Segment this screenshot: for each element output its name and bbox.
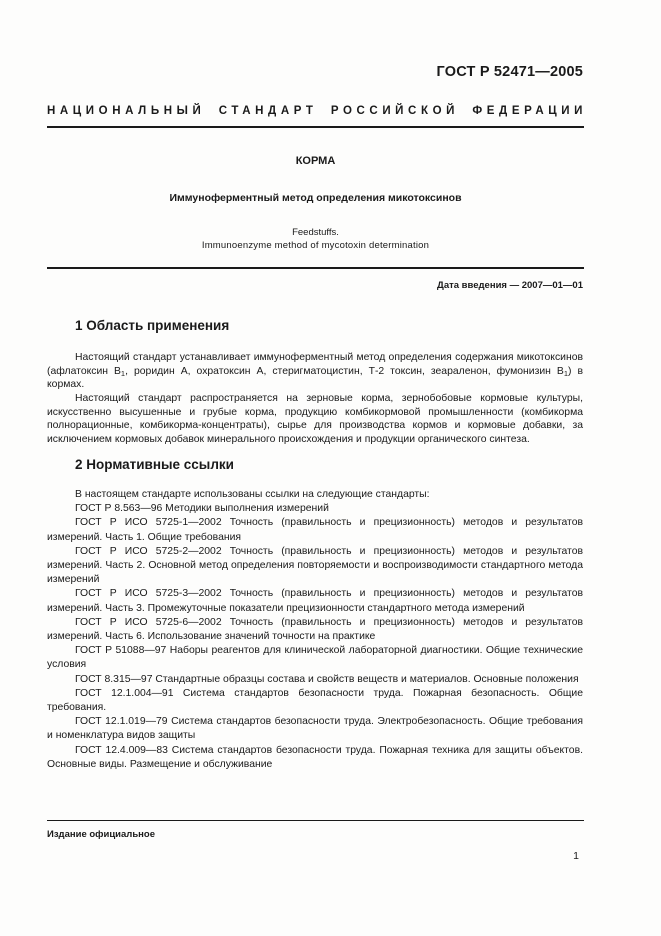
standard-word: СТАНДАРТ bbox=[218, 105, 318, 117]
reference-item: ГОСТ 12.4.009—83 Система стандартов безопасности труда. Пожарная техника для защиты объектов. Основные виды. Размещение и обслуживание bbox=[47, 744, 583, 770]
reference-item: ГОСТ 12.1.004—91 Система стандартов безопасности труда. Пожарная безопасность. Общие требования. bbox=[47, 687, 583, 714]
document-subtitle: Иммуноферментный метод определения микотоксинов bbox=[169, 192, 462, 204]
document-number: ГОСТ Р 52471—2005 bbox=[436, 64, 583, 80]
reference-item: ГОСТ Р ИСО 5725-3—2002 Точность (правильность и прецизионность) методов и результатов измерений. Часть 3. Промежуточные показатели прецизионности стандартного метода измерений bbox=[47, 588, 583, 614]
document-title: КОРМА bbox=[295, 155, 336, 167]
standard-title bbox=[47, 105, 587, 117]
reference-item: ГОСТ Р 51088—97 Наборы реагентов для клинической лабораторной диагностики. Общие технические условия bbox=[47, 645, 583, 671]
footer-rule bbox=[47, 820, 584, 821]
standard-word: НАЦИОНАЛЬНЫЙ bbox=[47, 105, 206, 117]
section1-paragraph2: Настоящий стандарт распространяется на зерновые корма, зернобобовые кормовые культуры, искусственно высушенные и грубые корма, продукцию комбикормовой промышленности (комбикорма полнорационные, комбикорма-концентраты), сырье для производства кормов и кормовые добавки, за исключением кормовых добавок минерального происхождения и продукции органического синтеза. bbox=[47, 393, 583, 446]
para1-text-a: Настоящий стандарт устанавливает иммуноферментный метод определения содержания микотоксинов (афлатоксин B bbox=[47, 352, 583, 377]
section1-heading: 1 Область применения bbox=[75, 318, 230, 333]
reference-item: ГОСТ Р ИСО 5725-1—2002 Точность (правильность и прецизионность) методов и результатов измерений. Часть 1. Общие требования bbox=[47, 517, 583, 543]
standard-word: ФЕДЕРАЦИИ bbox=[472, 105, 587, 117]
reference-item: ГОСТ Р ИСО 5725-6—2002 Точность (правильность и прецизионность) методов и результатов измерений. Часть 6. Использование значений точности на практике bbox=[47, 616, 583, 643]
official-edition-label: Издание официальное bbox=[47, 829, 155, 840]
references-intro: В настоящем стандарте использованы ссылки на следующие стандарты: bbox=[75, 489, 430, 500]
english-title-line1: Feedstuffs. bbox=[292, 227, 339, 238]
reference-item: ГОСТ 12.1.019—79 Система стандартов безопасности труда. Электробезопасность. Общие требования и номенклатура видов защиты bbox=[47, 716, 583, 742]
subscript: 1 bbox=[120, 368, 126, 378]
introduction-date: Дата введения — 2007—01—01 bbox=[437, 280, 583, 291]
reference-item: ГОСТ 8.315—97 Стандартные образцы состава и свойств веществ и материалов. Основные положения bbox=[75, 673, 579, 685]
standard-word: РОССИЙСКОЙ bbox=[330, 105, 459, 117]
reference-item: ГОСТ Р ИСО 5725-2—2002 Точность (правильность и прецизионность) методов и результатов измерений. Часть 2. Основной метод определения повторяемости и воспроизводимости стандартного метода измерений bbox=[47, 545, 583, 586]
title-rule bbox=[47, 267, 584, 269]
page-number: 1 bbox=[573, 850, 579, 862]
para1-text-b: , роридин А, охратоксин А, стеригматоцистин, Т-2 токсин, зеараленон, фумонизин B bbox=[125, 365, 564, 377]
para1-text-c: ) в кормах. bbox=[47, 365, 583, 391]
references-list bbox=[47, 488, 583, 772]
english-title-line2: Immunoenzyme method of mycotoxin determination bbox=[201, 240, 430, 251]
reference-item: ГОСТ Р 8.563—96 Методики выполнения измерений bbox=[75, 503, 329, 515]
section1-paragraph1 bbox=[47, 351, 583, 392]
subscript: 1 bbox=[563, 368, 569, 378]
header-rule bbox=[47, 126, 584, 128]
section2-heading: 2 Нормативные ссылки bbox=[75, 457, 234, 472]
